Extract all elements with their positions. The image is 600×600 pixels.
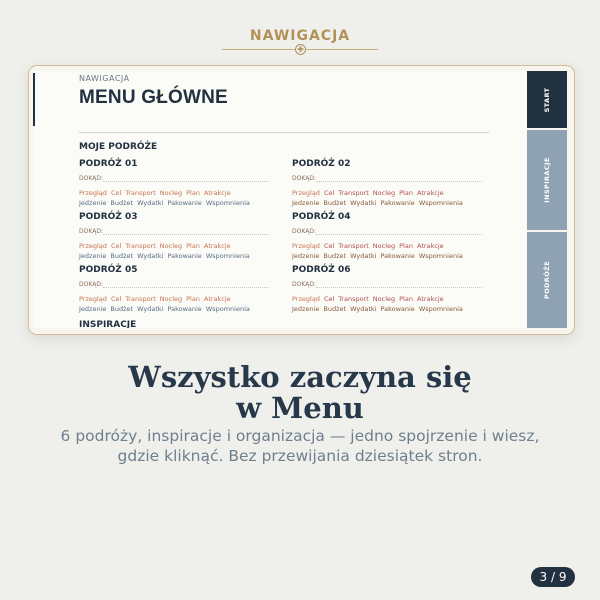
- page-title: MENU GŁÓWNE: [79, 87, 228, 108]
- trip-links-row: [79, 304, 279, 314]
- trip-link[interactable]: Atrakcje: [203, 189, 231, 197]
- trip-link[interactable]: Pakowanie: [167, 199, 202, 207]
- trip-links-row: [79, 294, 279, 304]
- trip-links-row: [292, 198, 492, 208]
- trip-link[interactable]: Jedzenie: [292, 305, 320, 313]
- trip-link[interactable]: Cel: [110, 295, 122, 303]
- menu-page: [33, 71, 527, 328]
- trip-link[interactable]: Wspomnienia: [418, 199, 463, 207]
- trip-title[interactable]: PODRÓŻ 04: [292, 212, 351, 222]
- page-total: 9: [558, 570, 567, 584]
- page-edge: [33, 73, 35, 126]
- trip-link[interactable]: Plan: [186, 189, 200, 197]
- trip-link[interactable]: Transport: [125, 242, 156, 250]
- trip-link[interactable]: Transport: [338, 242, 369, 250]
- trip-link[interactable]: Nocleg: [372, 189, 396, 197]
- trip-link[interactable]: Nocleg: [372, 242, 396, 250]
- compass-icon: ✚: [295, 44, 306, 55]
- trip-links-row: [79, 198, 279, 208]
- trip-destination-label: DOKĄD:: [79, 281, 279, 290]
- trip-link[interactable]: Wydatki: [350, 199, 377, 207]
- trip-link[interactable]: Atrakcje: [416, 242, 444, 250]
- trip-block: [292, 265, 492, 314]
- trip-link[interactable]: Nocleg: [159, 189, 183, 197]
- trip-link[interactable]: Atrakcje: [203, 295, 231, 303]
- trip-destination-label: DOKĄD:: [292, 228, 492, 237]
- tab-podroze[interactable]: [527, 232, 567, 328]
- trip-links-row: [79, 188, 279, 198]
- trip-destination-label: DOKĄD:: [79, 228, 279, 237]
- trip-links-row: [292, 304, 492, 314]
- page-current: 3: [539, 570, 548, 584]
- trip-link[interactable]: Wspomnienia: [205, 252, 250, 260]
- headline-line-1: Wszystko zaczyna się: [128, 360, 472, 394]
- trip-link[interactable]: Przegląd: [292, 189, 320, 197]
- trip-link[interactable]: Transport: [338, 189, 369, 197]
- trip-link[interactable]: Wydatki: [137, 252, 164, 260]
- trip-link[interactable]: Plan: [186, 295, 200, 303]
- headline: [0, 362, 600, 424]
- trip-links-row: [292, 241, 492, 251]
- trip-link[interactable]: Atrakcje: [203, 242, 231, 250]
- trip-destination-label: DOKĄD:: [292, 281, 492, 290]
- trip-link[interactable]: Atrakcje: [416, 295, 444, 303]
- trip-link[interactable]: Budżet: [110, 252, 134, 260]
- trip-title[interactable]: PODRÓŻ 01: [79, 159, 138, 169]
- trip-link[interactable]: Transport: [125, 295, 156, 303]
- section-label: NAWIGACJA: [249, 28, 351, 44]
- trip-links-row: [79, 251, 279, 261]
- trip-link[interactable]: Transport: [338, 295, 369, 303]
- trip-link[interactable]: Budżet: [323, 199, 347, 207]
- section-heading-trips: MOJE PODRÓŻE: [79, 142, 158, 152]
- trip-link[interactable]: Pakowanie: [380, 199, 415, 207]
- trip-title[interactable]: PODRÓŻ 03: [79, 212, 138, 222]
- trip-link[interactable]: Przegląd: [79, 295, 107, 303]
- tab-start[interactable]: [527, 71, 567, 128]
- trip-link[interactable]: Przegląd: [79, 242, 107, 250]
- page-indicator: [531, 567, 575, 587]
- trip-link[interactable]: Budżet: [323, 252, 347, 260]
- trip-link[interactable]: Przegląd: [292, 295, 320, 303]
- trip-link[interactable]: Transport: [125, 189, 156, 197]
- trip-link[interactable]: Wspomnienia: [205, 199, 250, 207]
- trip-link[interactable]: Plan: [399, 295, 413, 303]
- trip-link[interactable]: Budżet: [110, 199, 134, 207]
- title-divider: [79, 132, 489, 133]
- trip-link[interactable]: Pakowanie: [167, 305, 202, 313]
- trip-link[interactable]: Cel: [323, 189, 335, 197]
- trip-title[interactable]: PODRÓŻ 02: [292, 159, 351, 169]
- tab-inspiracje-label: INSPIRACJE: [543, 157, 551, 203]
- description: 6 podróży, inspiracje i organizacja — jedno spojrzenie i wiesz, gdzie kliknąć. Bez przewijania dziesiątek stron.: [60, 427, 540, 465]
- trip-link[interactable]: Plan: [399, 189, 413, 197]
- trip-link[interactable]: Plan: [399, 242, 413, 250]
- trip-block: [292, 159, 492, 208]
- trip-link[interactable]: Wspomnienia: [205, 305, 250, 313]
- trip-links-row: [292, 188, 492, 198]
- trip-link[interactable]: Cel: [323, 295, 335, 303]
- page-separator: /: [547, 570, 559, 584]
- trip-block: [79, 265, 279, 314]
- trip-link[interactable]: Wspomnienia: [418, 252, 463, 260]
- trip-block: [79, 159, 279, 208]
- trip-links-row: [79, 241, 279, 251]
- tab-inspiracje[interactable]: [527, 130, 567, 230]
- trip-link[interactable]: Przegląd: [79, 189, 107, 197]
- trip-link[interactable]: Pakowanie: [167, 252, 202, 260]
- trip-link[interactable]: Wydatki: [350, 305, 377, 313]
- trip-link[interactable]: Cel: [110, 189, 122, 197]
- trip-link[interactable]: Nocleg: [159, 242, 183, 250]
- tab-start-label: START: [543, 87, 551, 112]
- page-eyebrow: NAWIGACJA: [79, 74, 130, 83]
- trip-link[interactable]: Cel: [110, 242, 122, 250]
- trip-links-row: [292, 251, 492, 261]
- trip-link[interactable]: Plan: [186, 242, 200, 250]
- section-heading-inspiration: INSPIRACJE: [79, 320, 137, 328]
- trip-links-row: [292, 294, 492, 304]
- headline-line-2: w Menu: [236, 391, 364, 425]
- trip-link[interactable]: Pakowanie: [380, 305, 415, 313]
- trip-link[interactable]: Wydatki: [350, 252, 377, 260]
- trip-link[interactable]: Wspomnienia: [418, 305, 463, 313]
- trip-link[interactable]: Jedzenie: [292, 199, 320, 207]
- trip-title[interactable]: PODRÓŻ 05: [79, 265, 138, 275]
- trip-title[interactable]: PODRÓŻ 06: [292, 265, 351, 275]
- trip-link[interactable]: Wydatki: [137, 305, 164, 313]
- trip-link[interactable]: Nocleg: [372, 295, 396, 303]
- trip-link[interactable]: Cel: [323, 242, 335, 250]
- trip-link[interactable]: Jedzenie: [79, 305, 107, 313]
- trip-link[interactable]: Wydatki: [137, 199, 164, 207]
- trip-link[interactable]: Pakowanie: [380, 252, 415, 260]
- trip-link[interactable]: Nocleg: [159, 295, 183, 303]
- trip-link[interactable]: Jedzenie: [79, 199, 107, 207]
- trip-link[interactable]: Jedzenie: [79, 252, 107, 260]
- trip-block: [79, 212, 279, 261]
- trip-destination-label: DOKĄD:: [79, 175, 279, 184]
- trip-destination-label: DOKĄD:: [292, 175, 492, 184]
- trip-link[interactable]: Budżet: [323, 305, 347, 313]
- trip-link[interactable]: Przegląd: [292, 242, 320, 250]
- trip-link[interactable]: Atrakcje: [416, 189, 444, 197]
- trip-block: [292, 212, 492, 261]
- trip-link[interactable]: Budżet: [110, 305, 134, 313]
- trip-link[interactable]: Jedzenie: [292, 252, 320, 260]
- tab-podroze-label: PODRÓŻE: [543, 260, 551, 300]
